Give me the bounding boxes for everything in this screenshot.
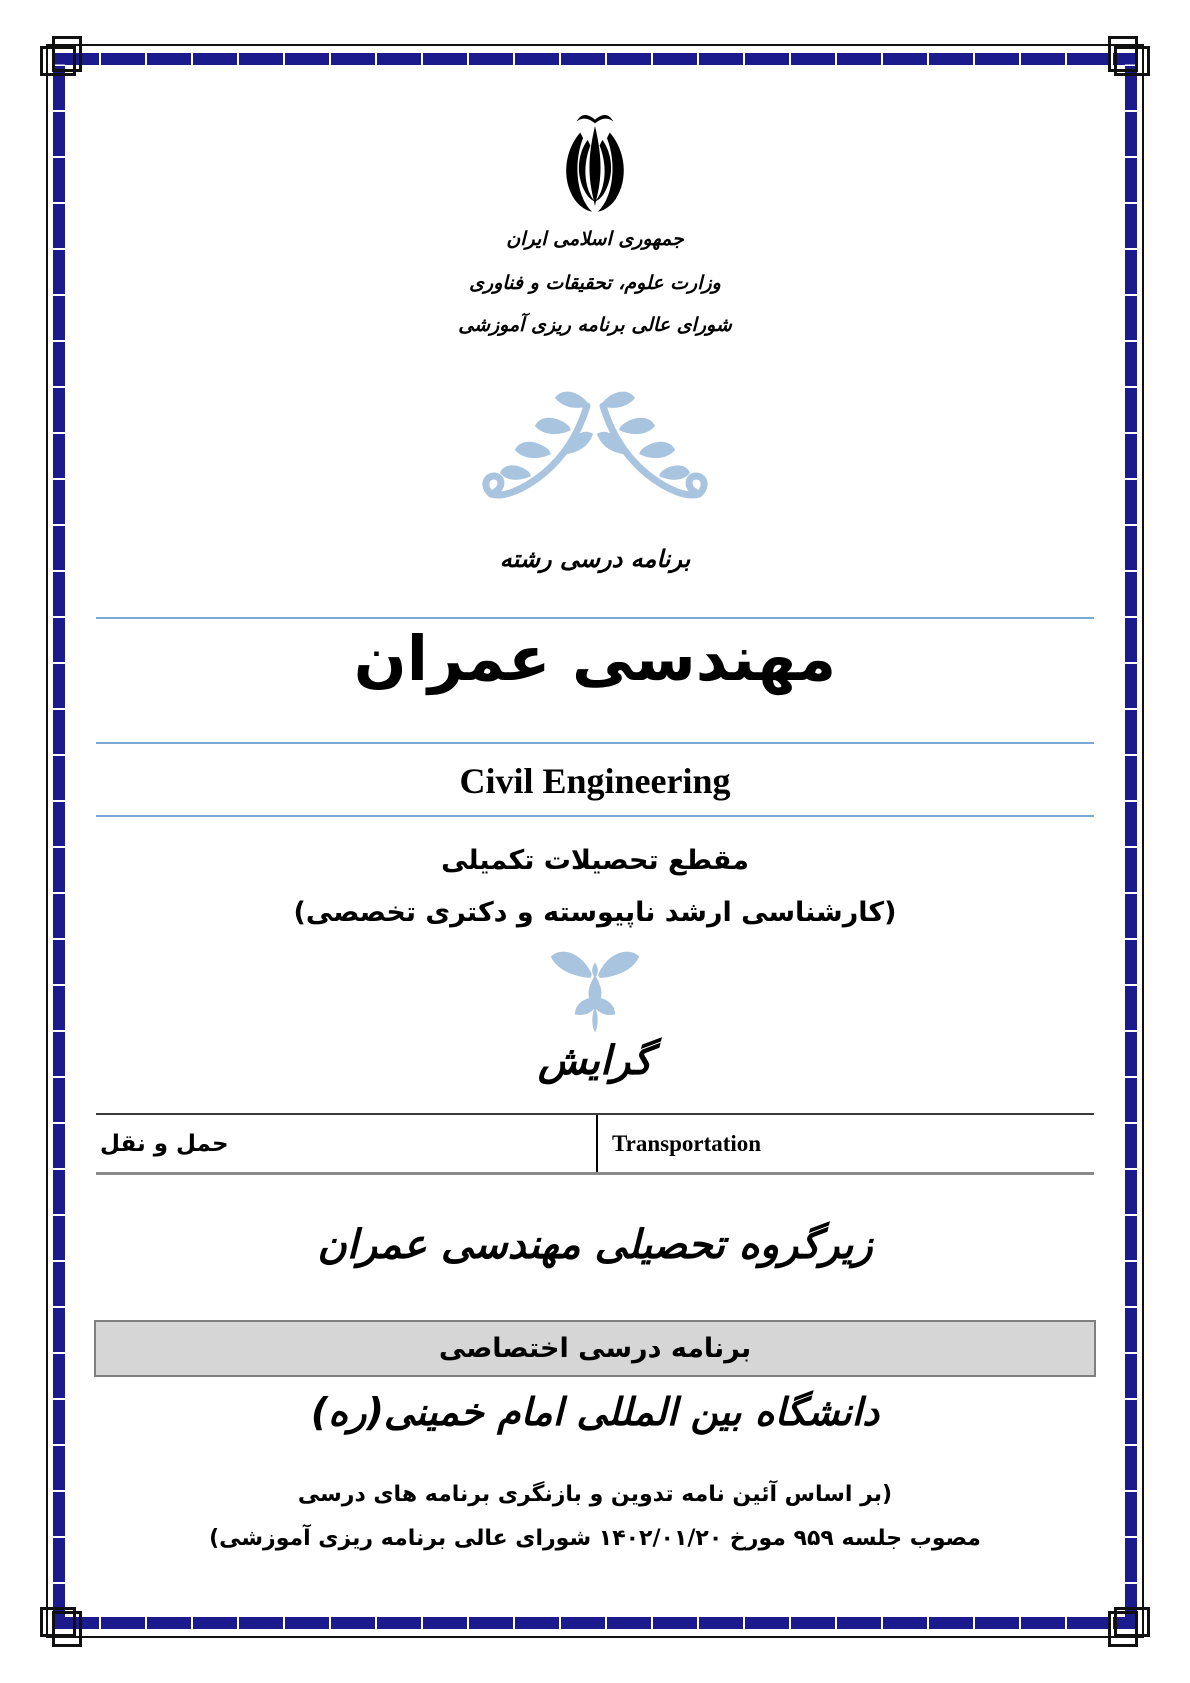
header-council: شورای عالی برنامه ریزی آموزشی [458,314,732,336]
subgroup-title: زیرگروه تحصیلی مهندسی عمران [317,1222,873,1268]
program-label: برنامه درسی رشته [499,545,691,573]
orientation-label: گرایش [537,1038,653,1084]
frame-corner-topright [1108,36,1138,72]
divider-rule [96,815,1094,817]
orientation-table [96,1113,1094,1175]
frame-corner-bottomright [1108,1611,1138,1647]
header-country: جمهوری اسلامی ایران [506,228,684,250]
floral-flourish-icon [475,388,715,520]
level-line-1: مقطع تحصیلات تکمیلی [441,845,749,876]
curriculum-banner: برنامه درسی اختصاصی [94,1320,1096,1377]
divider-rule [96,742,1094,744]
divider-rule [96,617,1094,619]
level-line-2: (کارشناسی ارشد ناپیوسته و دکتری تخصصی) [293,897,897,928]
orientation-name-fa: حمل و نقل [100,1130,229,1157]
frame-band-bottom [55,1617,1135,1629]
frame-corner-topleft [52,36,82,72]
page-title-fa: مهندسی عمران [353,622,837,695]
orientation-name-en: Transportation [596,1115,1094,1172]
frame-corner-bottomleft [52,1611,82,1647]
frame-band-top [55,53,1135,65]
header-ministry: وزارت علوم، تحقیقات و فناوری [469,272,721,294]
page-title-en: Civil Engineering [459,761,731,801]
footnote-line-1: (بر اساس آئین نامه تدوین و بازنگری برنامه های درسی [297,1482,893,1507]
fleur-ornament-icon [547,942,643,1038]
university-title: دانشگاه بین المللی امام خمینی(ره) [310,1390,880,1434]
iran-emblem-icon [549,108,641,220]
footnote-line-2: مصوب جلسه ۹۵۹ مورخ ۱۴۰۲/۰۱/۲۰ شورای عالی برنامه ریزی آموزشی) [209,1526,981,1551]
